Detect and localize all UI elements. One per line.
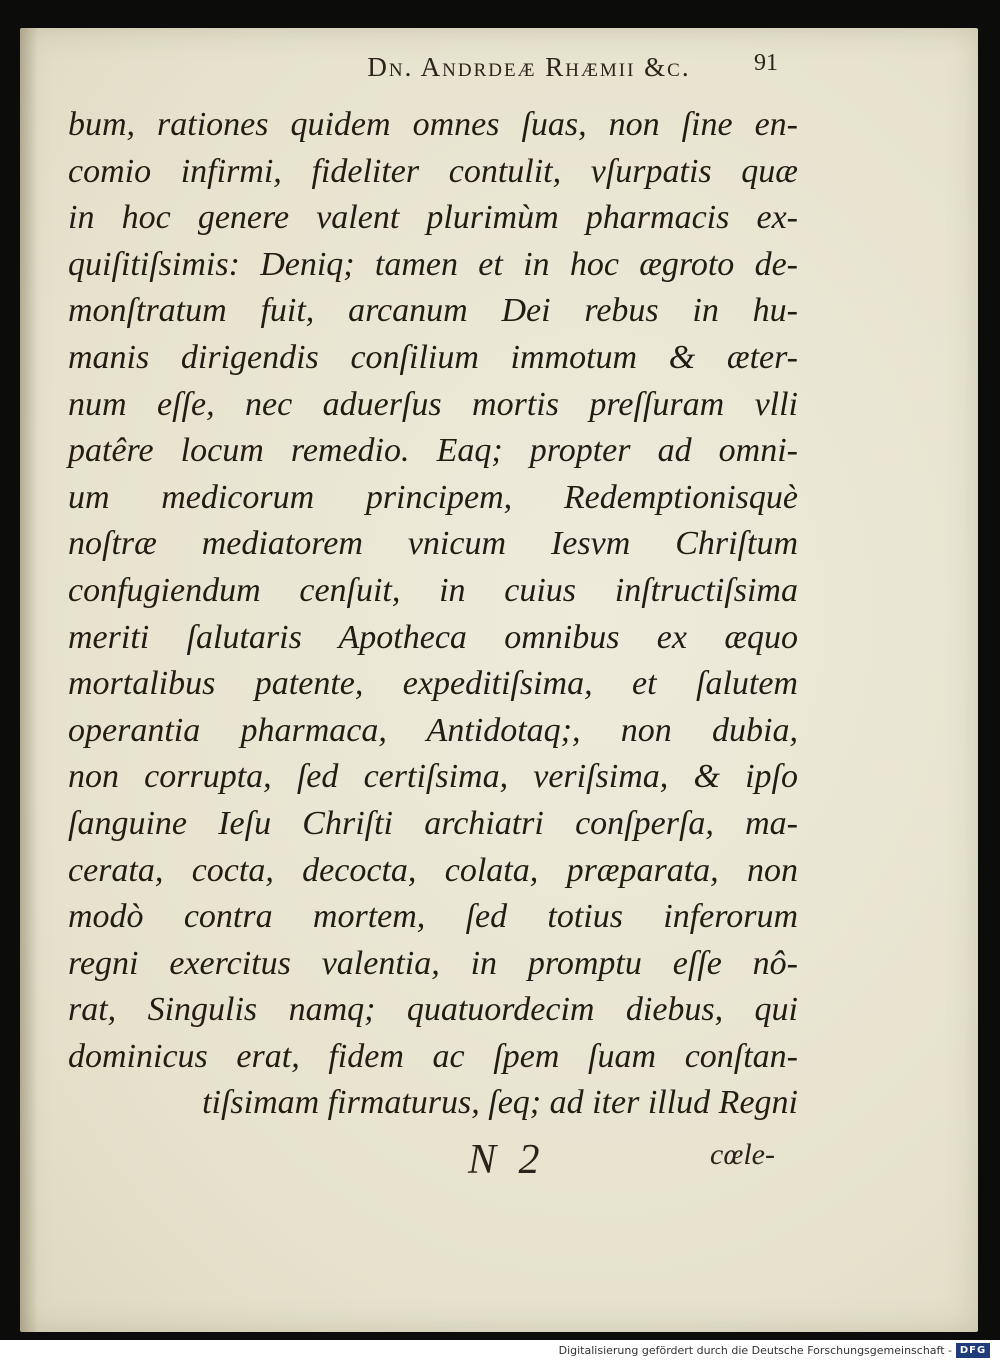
text-line: tiſsimam firmaturus, ſeq; ad iter illud Regni [202, 1084, 798, 1122]
text-line: comio infirmi, fideliter contulit, vſurpatis quæ [68, 152, 798, 190]
catchword: cœle- [710, 1138, 775, 1171]
text-line: monſtratum fuit, arcanum Dei rebus in hu- [68, 292, 798, 330]
text-line: confugiendum cenſuit, in cuius inſtructiſsima [68, 571, 798, 609]
text-line: modò contra mortem, ſed totius inferorum [68, 898, 798, 936]
text-line: ſanguine Ieſu Chriſti archiatri conſperſa, ma- [68, 804, 798, 842]
funding-credit: Digitalisierung gefördert durch die Deutsche Forschungsgemeinschaft - [558, 1344, 952, 1357]
text-line: operantia pharmaca, Antidotaq;, non dubia, [68, 711, 798, 749]
running-head [20, 52, 978, 83]
body-text [68, 102, 798, 1127]
page-number: 91 [754, 50, 778, 76]
text-line: non corrupta, ſed certiſsima, veriſsima, & ipſo [68, 758, 798, 796]
text-line: in hoc genere valent plurimùm pharmacis ex- [68, 199, 798, 237]
digitization-footer [0, 1340, 1000, 1362]
text-line: quiſitiſsimis: Deniq; tamen et in hoc ægroto de- [68, 245, 798, 283]
page-gutter-shadow [20, 28, 38, 1332]
text-line: bum, rationes quidem omnes ſuas, non ſine en- [68, 106, 798, 143]
text-line: manis dirigendis conſilium immotum & æter- [68, 338, 798, 376]
text-line: um medicorum principem, Redemptionisquè [68, 478, 798, 516]
text-line: meriti ſalutaris Apotheca omnibus ex æquo [68, 618, 798, 656]
text-line: regni exercitus valentia, in promptu eſſe nô- [68, 944, 798, 982]
book-page [20, 28, 978, 1332]
signature-mark: N 2 [468, 1137, 546, 1183]
text-line: mortalibus patente, expeditiſsima, et ſalutem [68, 665, 798, 703]
text-line: cerata, cocta, decocta, colata, præparata, non [68, 851, 798, 889]
text-line: dominicus erat, fidem ac ſpem ſuam conſtan- [68, 1037, 798, 1075]
text-line: noſtræ mediatorem vnicum Iesvm Chriſtum [68, 525, 798, 563]
running-head-text: Dn. Andrdeæ Rhæmii &c. [367, 52, 691, 82]
text-line: num eſſe, nec aduerſus mortis preſſuram vlli [68, 385, 798, 423]
dfg-logo: DFG [956, 1343, 990, 1358]
text-line: rat, Singulis namq; quatuordecim diebus, qui [68, 991, 798, 1029]
text-line: patêre locum remedio. Eaq; propter ad omni- [68, 432, 798, 470]
